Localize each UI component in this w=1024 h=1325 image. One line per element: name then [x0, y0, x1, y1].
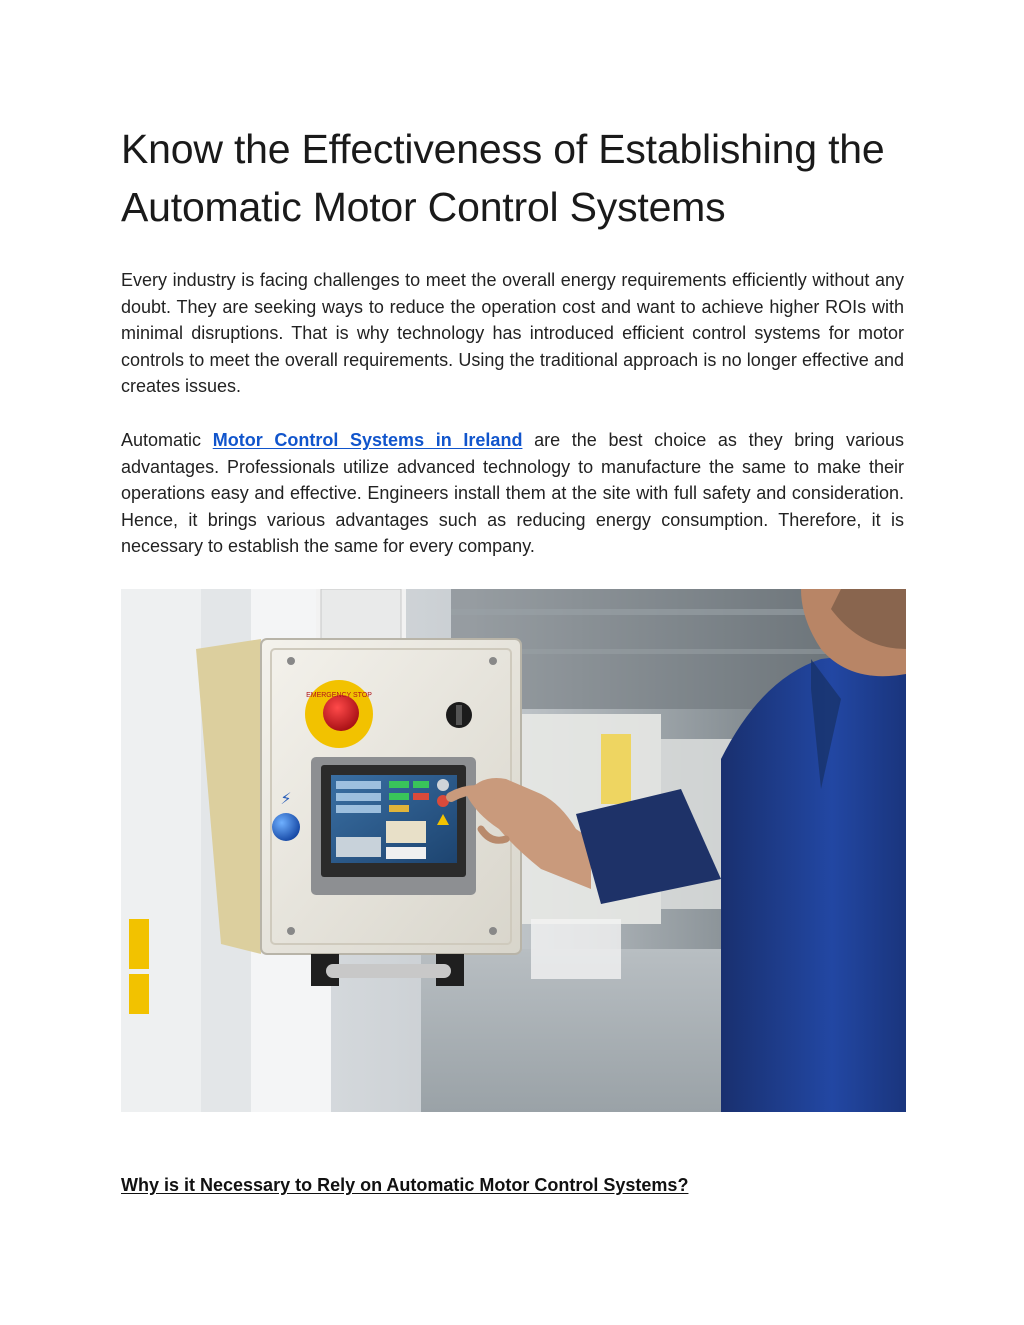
document-page: [121, 120, 904, 1196]
section-heading: Why is it Necessary to Rely on Automatic Motor Control Systems?: [121, 1174, 689, 1195]
second-paragraph: [121, 427, 904, 560]
motor-control-systems-link[interactable]: Motor Control Systems in Ireland: [212, 429, 523, 450]
intro-paragraph: Every industry is facing challenges to meet the overall energy requirements efficiently without any doubt. They are seeking ways to reduce the operation cost and want to achieve higher ROIs with minimal disruptions. That is why technology has introduced efficient control systems for motor controls to meet the overall requirements. Using the traditional approach is no longer effective and creates issues.: [121, 270, 904, 397]
emergency-stop-label: EMERGENCY STOP: [306, 691, 372, 699]
paragraph-text-before-link: Automatic: [121, 429, 213, 450]
power-symbol-icon: ⚡: [280, 788, 292, 808]
control-panel-photo: [121, 589, 906, 1112]
photo-illustration: [121, 589, 906, 1112]
page-title: Know the Effectiveness of Establishing the Automatic Motor Control Systems: [121, 126, 885, 230]
paragraph-text-after-link: are the best choice as they bring various advantages. Professionals utilize advanced technology to manufacture the same to make their operations easy and effective. Engineers install them at the site with full safety and consideration. Hence, it brings various advantages such as reducing energy consumption. Therefore, it is necessary to establish the same for every company.: [121, 429, 904, 557]
